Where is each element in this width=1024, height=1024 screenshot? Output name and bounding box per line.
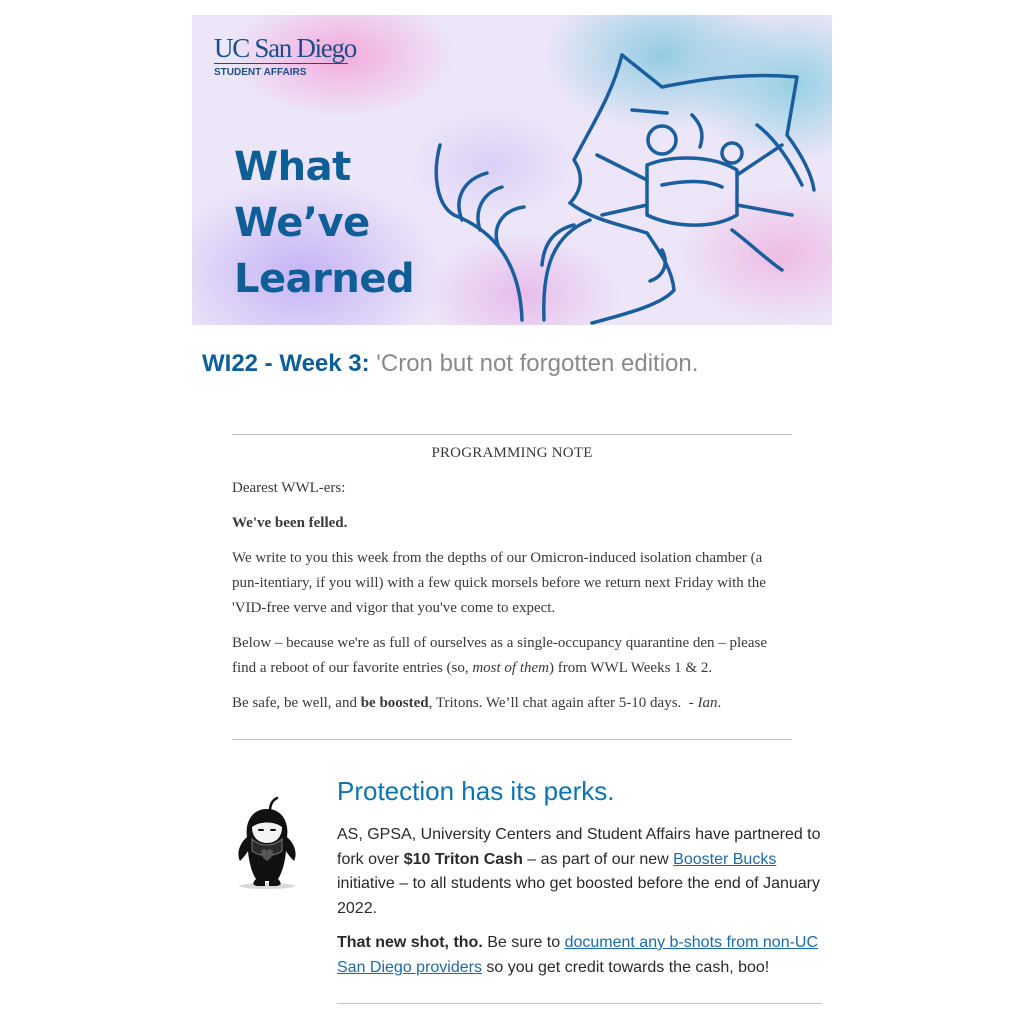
- perks-p2-bold: That new shot, tho.: [337, 934, 483, 951]
- masked-mascot-icon: [230, 795, 304, 891]
- document-b-shots-link[interactable]: document any b-shots from non-UC San Diego providers: [337, 934, 819, 976]
- note-bold-line: [232, 511, 792, 536]
- hero-banner: [192, 15, 832, 325]
- signoff-bold: be boosted: [360, 695, 429, 711]
- note-paragraph-2-text: Below – because we're as full of ourselves as a single-occupancy quarantine den – please find a reboot of our favorite entries (so,: [232, 635, 767, 676]
- logo-divider: [214, 63, 348, 64]
- logo-subtitle: STUDENT AFFAIRS: [214, 67, 307, 78]
- issue-label: WI22 - Week 3:: [202, 350, 370, 377]
- note-paragraph-2-emphasis: most of them: [472, 660, 550, 676]
- note-bottom-divider: [232, 739, 792, 740]
- note-paragraph-2: [232, 631, 792, 681]
- perks-section: [337, 774, 822, 980]
- perks-bottom-divider: [337, 1003, 822, 1004]
- note-paragraph-1: We write to you this week from the depths of our Omicron-induced isolation chamber (a pun-itentiary, if you will) with a few quick morsels before we return next Friday with the 'VID-free verve and vigor that you've come to expect.: [232, 550, 766, 616]
- note-greeting: Dearest WWL-ers:: [232, 480, 346, 496]
- signoff-period: .: [717, 695, 722, 711]
- hero-title-line-2: We’ve: [234, 200, 370, 246]
- note-bold-text: We've been felled.: [232, 515, 348, 531]
- triton-cash-amount: $10 Triton Cash: [403, 850, 523, 868]
- uc-san-diego-logo[interactable]: [214, 33, 356, 78]
- perks-paragraph-2: [337, 931, 822, 980]
- perks-p1-text-2: – as part of our new: [522, 850, 674, 868]
- logo-wordmark: UC San Diego: [214, 33, 356, 63]
- issue-headline: [202, 350, 698, 378]
- booster-bucks-link[interactable]: Booster Bucks: [673, 850, 777, 868]
- signoff-text-2: , Tritons. We’ll chat again after 5-10 days. -: [428, 695, 698, 711]
- programming-note: [232, 434, 792, 726]
- note-signoff: [232, 691, 792, 716]
- signoff-text: Be safe, be well, and: [232, 695, 361, 711]
- perks-p2-text: Be sure to: [482, 934, 565, 951]
- hero-title: [234, 139, 414, 307]
- hero-title-line-1: What: [234, 144, 351, 190]
- issue-subtitle: 'Cron but not forgotten edition.: [376, 350, 699, 377]
- perks-p1-text-3: initiative – to all students who get boosted before the end of January 2022.: [337, 875, 820, 917]
- note-paragraph-2-end: ) from WWL Weeks 1 & 2.: [549, 660, 713, 676]
- perks-p1-text: AS, GPSA, University Centers and Student Affairs have partnered to fork over: [337, 826, 821, 868]
- signoff-name: Ian: [697, 695, 718, 711]
- hero-title-line-3: Learned: [234, 256, 415, 302]
- programming-note-title: PROGRAMMING NOTE: [431, 445, 593, 461]
- perks-paragraph-1: [337, 823, 822, 921]
- perks-title: Protection has its perks.: [337, 776, 615, 806]
- perks-p2-text-2: so you get credit towards the cash, boo!: [481, 958, 770, 976]
